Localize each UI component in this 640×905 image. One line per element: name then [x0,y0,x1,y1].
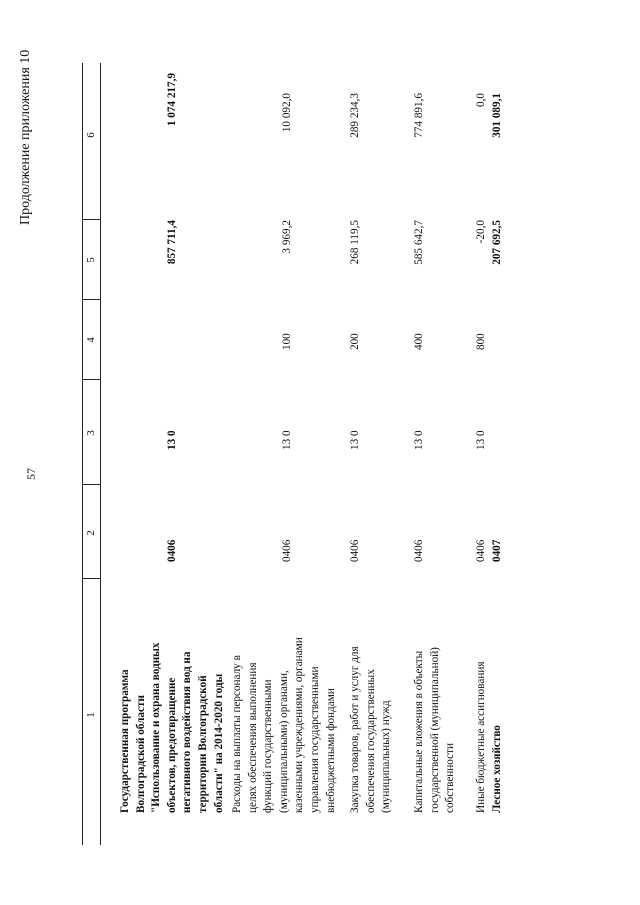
name-line: Лесное хозяйство [491,725,503,813]
amount-col-5: 857 711,4 [166,220,178,265]
expense-code: 100 [281,333,293,350]
table-row-name [412,553,459,813]
name-line: (муниципальных) нужд [380,700,393,813]
table-top-rule [82,63,83,845]
target-code: 13 0 [349,430,361,450]
target-code: 13 0 [166,430,178,450]
table-row-name [474,553,490,813]
name-line: управления государственными [308,666,321,813]
amount-col-5: -20,0 [475,220,487,244]
section-code: 0406 [281,539,293,562]
amount-col-6: 289 234,3 [349,93,361,138]
amount-col-6: 10 092,0 [281,93,293,133]
table-row-name [490,553,506,813]
name-line: Волгоградской области [134,695,147,813]
col-sep-1 [82,578,100,579]
col-sep-3 [82,379,100,380]
name-line: казенными учреждениями, органами [293,637,306,813]
name-line: Капитальные вложения в объекты [413,650,425,813]
name-line: Иные бюджетные ассигнования [475,661,487,813]
header-col-1: 1 [85,712,97,718]
section-code: 0406 [349,539,361,562]
target-code: 13 0 [413,430,425,450]
amount-col-5: 207 692,5 [491,220,503,265]
col-sep-4 [82,299,100,300]
header-col-2: 2 [85,530,97,536]
amount-col-6: 774 891,6 [413,93,425,138]
section-code: 0406 [413,539,425,562]
name-line: негативного воздействия вод на [181,651,194,813]
name-line: Расходы на выплаты персоналу в [231,655,243,813]
col-sep-5 [82,219,100,220]
amount-col-6: 1 074 217,9 [166,73,178,127]
section-code: 0406 [475,539,487,562]
section-code: 0406 [166,539,178,562]
amount-col-5: 268 119,5 [349,220,361,265]
name-line: объектов, предотвращение [165,677,178,813]
expense-code: 800 [475,333,487,350]
amount-col-6: 301 089,1 [491,93,503,138]
target-code: 13 0 [281,430,293,450]
header-bottom-rule [100,63,101,845]
header-col-6: 6 [85,132,97,138]
name-line: области" на 2014-2020 годы [212,673,225,813]
col-sep-2 [82,484,100,485]
name-line: территории Волгоградской [196,675,209,813]
continuation-label: Продолжение приложения 10 [18,49,33,225]
name-line: (муниципальными) органами, [277,670,290,813]
table-row-name [118,553,227,813]
page-number: 57 [24,468,38,480]
header-col-3: 3 [85,430,97,436]
header-col-4: 4 [85,337,97,343]
amount-col-5: 585 642,7 [413,220,425,265]
name-line: собственности [444,743,457,813]
table-row-name [230,553,339,813]
name-line: Закупка товаров, работ и услуг для [349,646,361,813]
table-row-name [348,553,395,813]
target-code: 13 0 [475,430,487,450]
header-col-5: 5 [85,257,97,263]
name-line: целях обеспечения выполнения [246,662,259,813]
expense-code: 400 [413,333,425,350]
expense-code: 200 [349,333,361,350]
amount-col-6: 0,0 [475,93,487,107]
name-line: внебюджетными фондами [324,688,337,813]
amount-col-5: 3 969,2 [281,220,293,254]
section-code: 0407 [491,539,503,562]
name-line: государственной (муниципальной) [428,647,441,813]
name-line: обеспечения государственных [364,669,377,813]
name-line: "Использование и охрана водных [150,642,163,813]
name-line: Государственная программа [119,669,131,813]
name-line: функций государственными [262,679,275,813]
